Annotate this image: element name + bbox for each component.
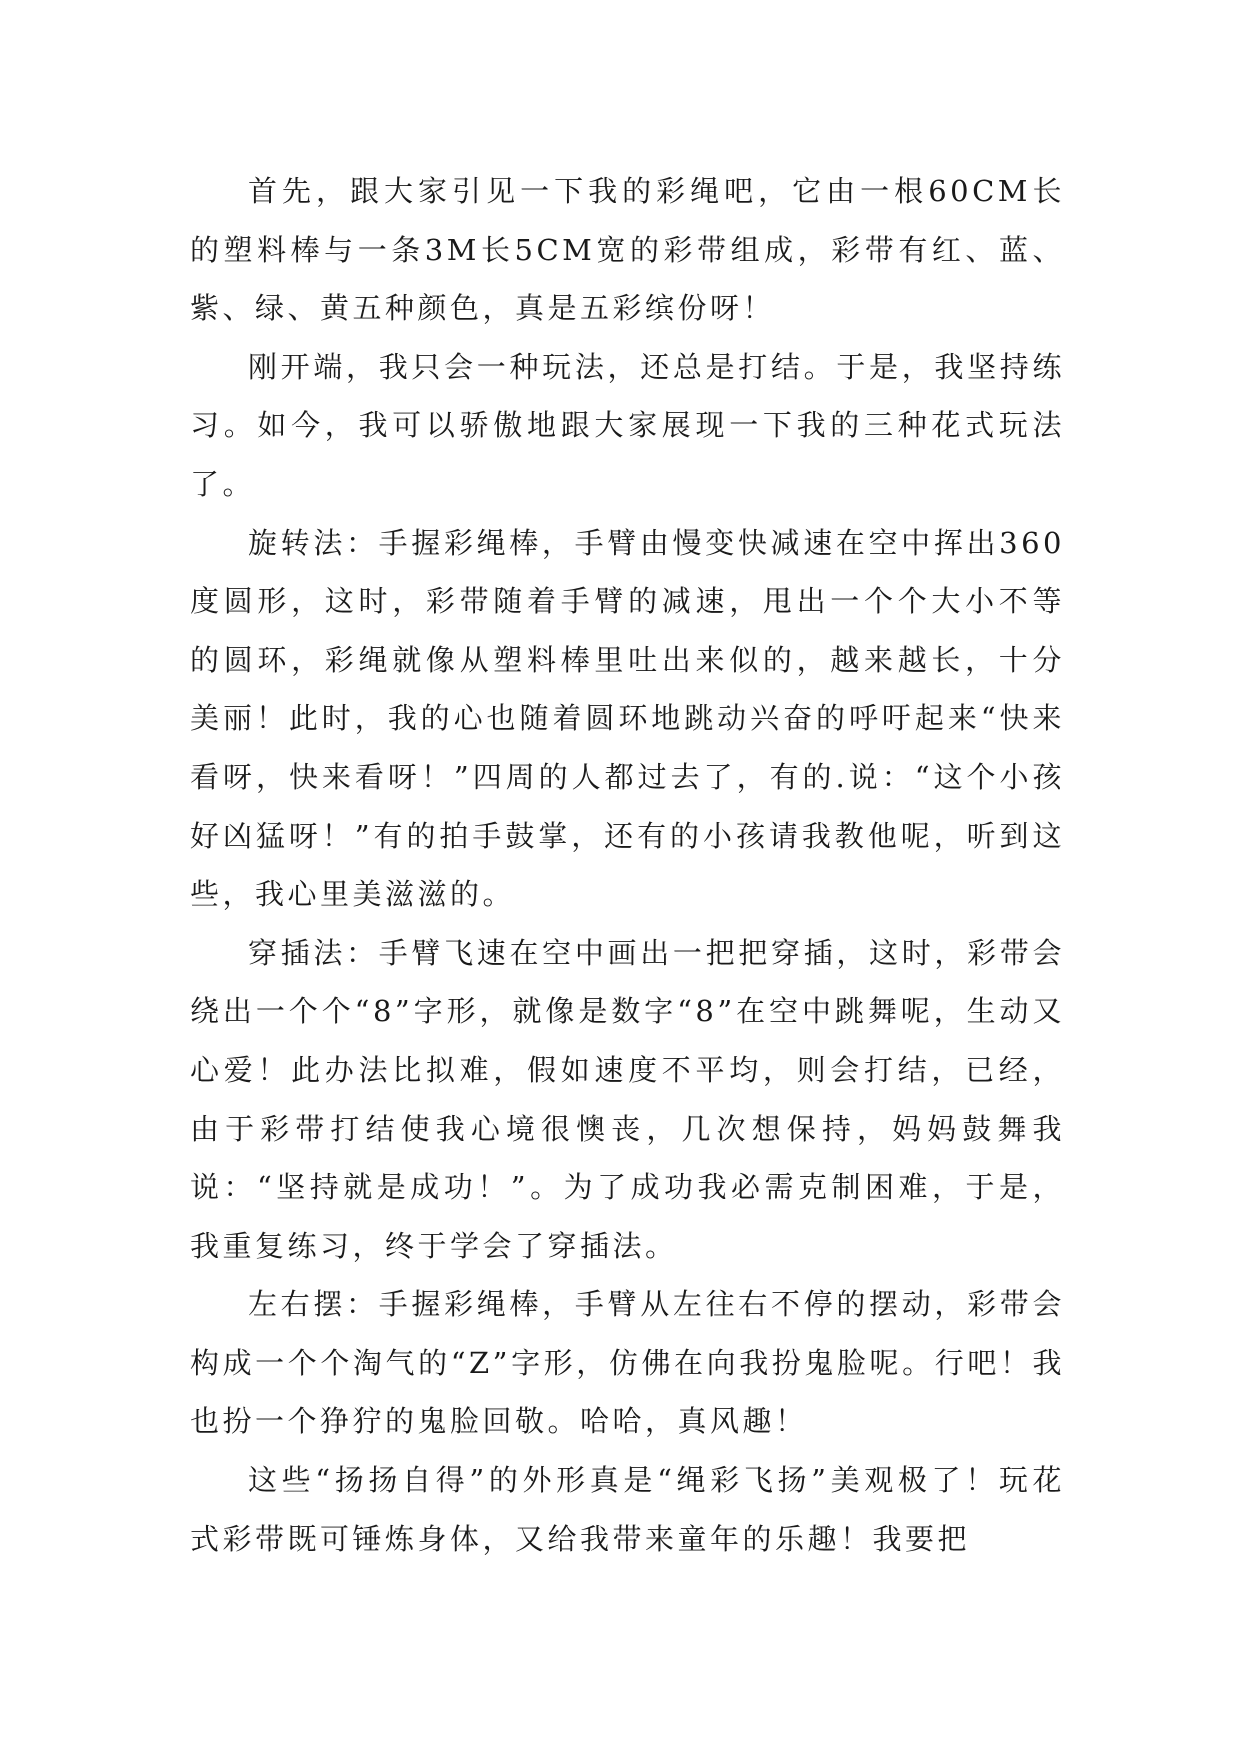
paragraph-rotation-method: 旋转法：手握彩绳棒，手臂由慢变快减速在空中挥出360度圆形，这时，彩带随着手臂的减速，甩出一个个大小不等的圆环，彩绳就像从塑料棒里吐出来似的，越来越长，十分美丽！此时，我的心也随着圆环地跳动兴奋的呼吁起来“快来看呀，快来看呀！”四周的人都过去了，有的.说：“这个小孩好凶猛呀！”有的拍手鼓掌，还有的小孩请我教他呢，听到这些，我心里美滋滋的。 xyxy=(190,525,1065,912)
paragraph-intro-ribbon: 首先，跟大家引见一下我的彩绳吧，它由一根60CM长的塑料棒与一条3M长5CM宽的彩带组成，彩带有红、蓝、紫、绿、黄五种颜色，真是五彩缤份呀！ xyxy=(190,174,1065,326)
paragraph-cross-method: 穿插法：手臂飞速在空中画出一把把穿插，这时，彩带会绕出一个个“8”字形，就像是数字“8”在空中跳舞呢，生动又心爱！此办法比拟难，假如速度不平均，则会打结，已经，由于彩带打结使我心境很懊丧，几次想保持，妈妈鼓舞我说：“坚持就是成功！”。为了成功我必需克制困难，于是，我重复练习，终于学会了穿插法。 xyxy=(190,935,1065,1263)
paragraph-swing-method: 左右摆：手握彩绳棒，手臂从左往右不停的摆动，彩带会构成一个个淘气的“Z”字形，仿佛在向我扮鬼脸呢。行吧！我也扮一个狰狞的鬼脸回敬。哈哈，真风趣！ xyxy=(190,1287,1065,1439)
paragraph-conclusion: 这些“扬扬自得”的外形真是“绳彩飞扬”美观极了！玩花式彩带既可锤炼身体，又给我带来童年的乐趣！我要把 xyxy=(190,1463,1065,1556)
paragraph-practice: 刚开端，我只会一种玩法，还总是打结。于是，我坚持练习。如今，我可以骄傲地跟大家展现一下我的三种花式玩法了。 xyxy=(190,349,1065,501)
document-body xyxy=(190,162,1065,1568)
